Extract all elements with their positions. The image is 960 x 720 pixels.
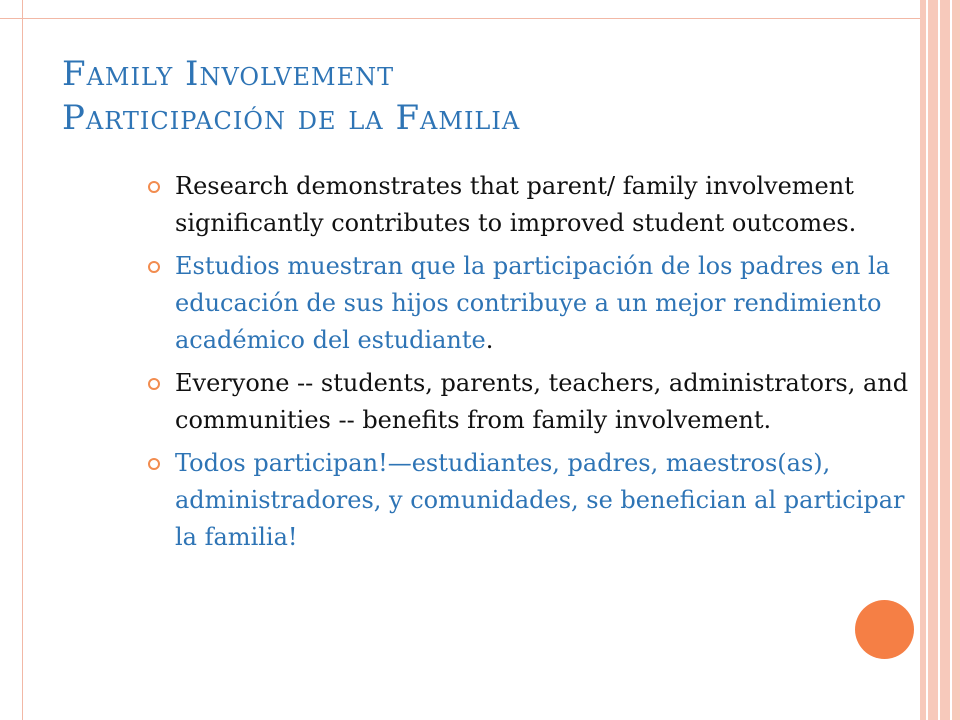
band-stripe (938, 0, 940, 720)
title-english: Family Involvement (62, 54, 395, 94)
bullet-item (148, 248, 910, 359)
bullet-list (148, 168, 910, 562)
orange-circle-decoration (855, 600, 914, 659)
bullet-period: . (485, 326, 494, 354)
bullet-text: Everyone -- students, parents, teachers, administrators, and communities -- benefits from family involvement. (175, 369, 909, 434)
bullet-circle-icon (148, 261, 160, 273)
bullet-circle-icon (148, 458, 160, 470)
frame-left-line (22, 0, 23, 720)
band-stripe (950, 0, 952, 720)
bullet-item (148, 168, 910, 242)
bullet-text: Research demonstrates that parent/ family involvement significantly contributes to improved student outcomes. (175, 172, 857, 237)
bullet-text: Estudios muestran que la participación de los padres en la educación de sus hijos contribuye a un mejor rendimiento académico del estudiante (175, 252, 890, 354)
right-decorative-band (920, 0, 960, 720)
frame-top-line (0, 18, 920, 19)
bullet-text: Todos participan!—estudiantes, padres, maestros(as), administradores, y comunidades, se benefician al participar la familia! (175, 449, 905, 551)
bullet-item (148, 365, 910, 439)
band-stripe (926, 0, 928, 720)
bullet-circle-icon (148, 181, 160, 193)
title-spanish: Participación de la Familia (62, 98, 521, 138)
bullet-circle-icon (148, 378, 160, 390)
slide-title (62, 52, 902, 140)
bullet-item (148, 445, 910, 556)
